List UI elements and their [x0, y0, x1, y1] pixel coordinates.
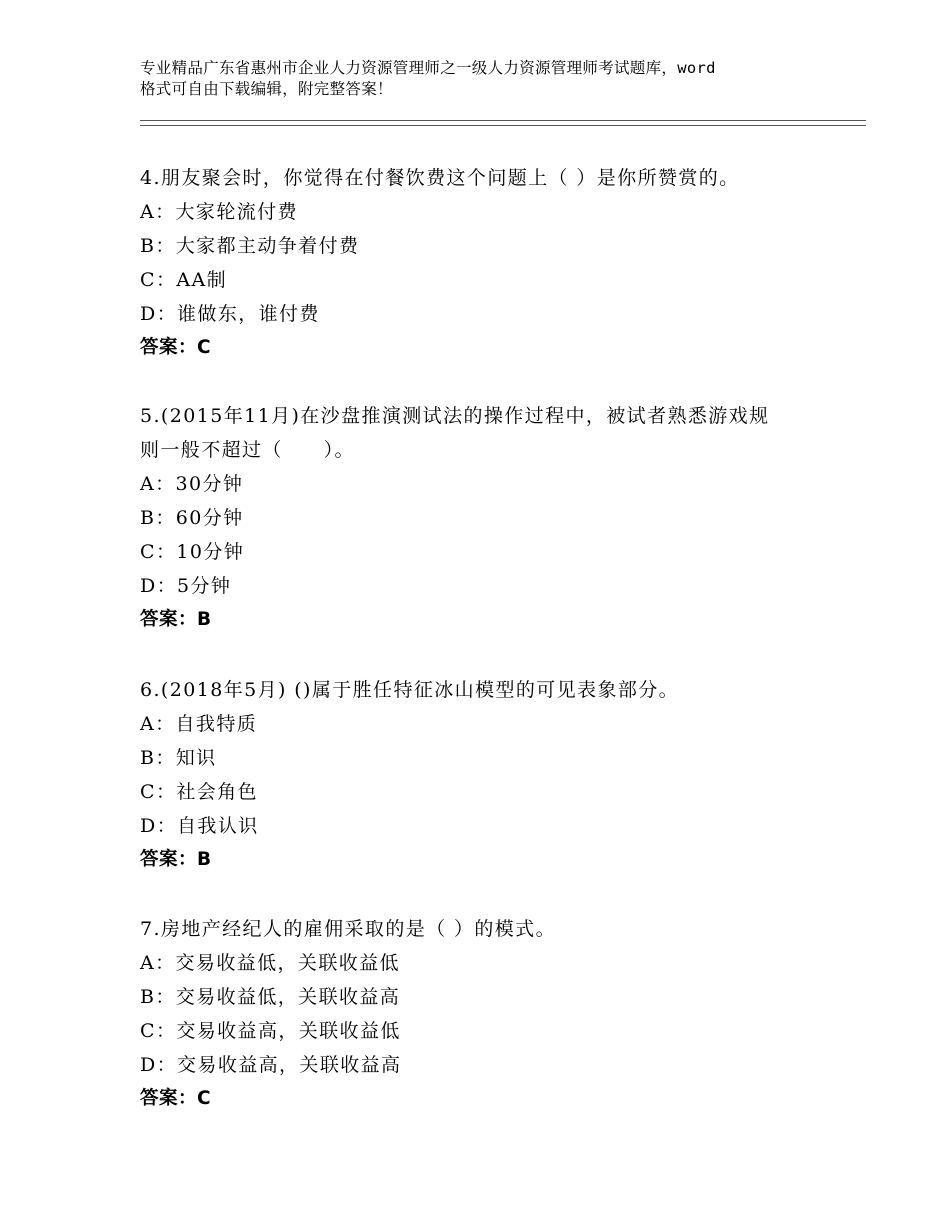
option-b: B：交易收益低，关联收益高 [140, 986, 401, 1008]
option-b: B：知识 [140, 747, 217, 769]
answer: 答案：B [140, 609, 212, 630]
option-d: D：自我认识 [140, 815, 259, 837]
option-c: C：交易收益高，关联收益低 [140, 1020, 401, 1042]
option-d: D：5分钟 [140, 575, 232, 597]
option-d: D：谁做东，谁付费 [140, 303, 320, 325]
question-6 [140, 673, 840, 877]
question-5 [140, 399, 840, 637]
header-divider [140, 120, 866, 126]
answer: 答案：B [140, 849, 212, 870]
question-4 [140, 161, 840, 365]
option-b: B：大家都主动争着付费 [140, 235, 360, 257]
option-a: A：大家轮流付费 [140, 201, 298, 223]
header-line-2: 格式可自由下载编辑，附完整答案！ [140, 80, 393, 98]
answer: 答案：C [140, 337, 212, 358]
question-7 [140, 912, 840, 1116]
question-stem: 4.朋友聚会时，你觉得在付餐饮费这个问题上（ ）是你所赞赏的。 [140, 167, 740, 189]
question-stem: 6.(2018年5月) ()属于胜任特征冰山模型的可见表象部分。 [140, 679, 680, 701]
option-a: A：交易收益低，关联收益低 [140, 952, 400, 974]
answer: 答案：C [140, 1088, 212, 1109]
document-header [140, 58, 830, 100]
option-c: C：社会角色 [140, 781, 258, 803]
option-b: B：60分钟 [140, 507, 244, 529]
option-a: A：30分钟 [140, 473, 244, 495]
option-c: C：10分钟 [140, 541, 245, 563]
question-stem: 7.房地产经纪人的雇佣采取的是（ ）的模式。 [140, 918, 556, 940]
option-d: D：交易收益高，关联收益高 [140, 1054, 402, 1076]
question-stem-line-2: 则一般不超过（ ）。 [140, 439, 355, 461]
question-stem-line-1: 5.(2015年11月)在沙盘推演测试法的操作过程中，被试者熟悉游戏规 [140, 405, 770, 427]
option-c: C：AA制 [140, 269, 227, 291]
option-a: A：自我特质 [140, 713, 258, 735]
header-line-1: 专业精品广东省惠州市企业人力资源管理师之一级人力资源管理师考试题库，word [140, 59, 716, 77]
